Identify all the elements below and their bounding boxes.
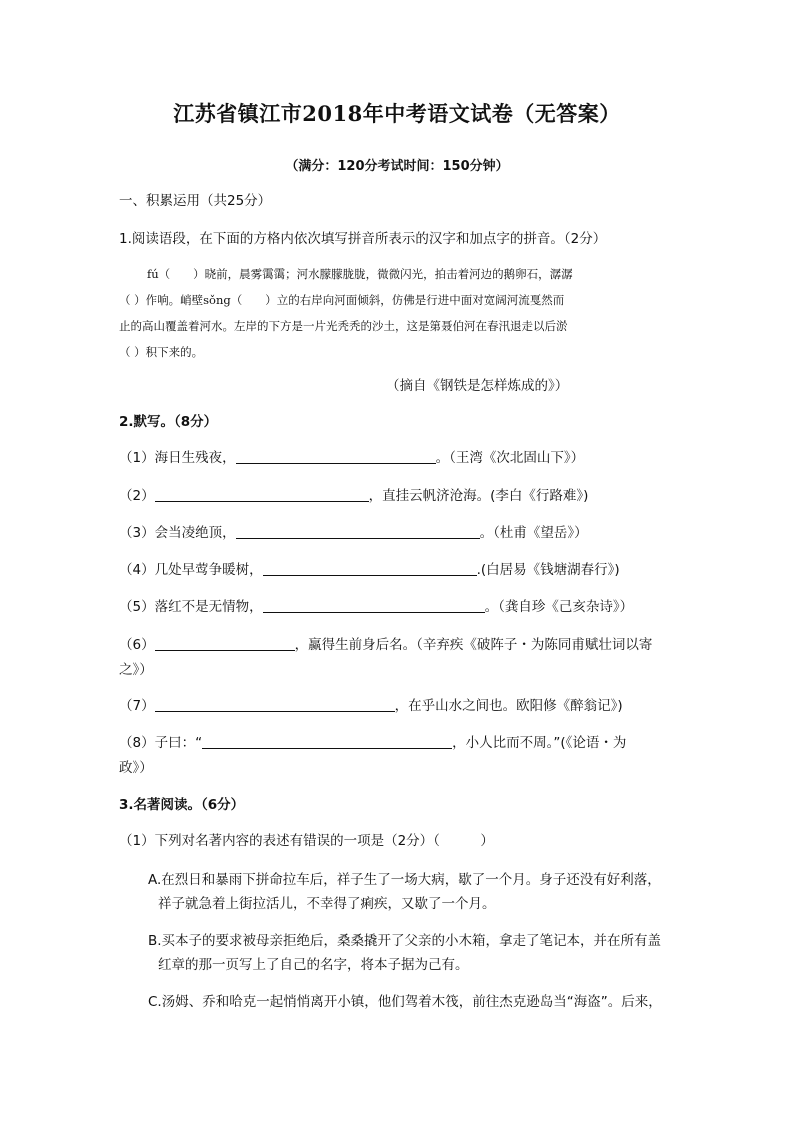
- option-text-cont: 祥子就急着上街拉活儿，不幸得了痢疾，又歇了一个月。: [158, 896, 496, 912]
- option-b[interactable]: [148, 929, 682, 977]
- item-continuation: 政》）: [119, 760, 153, 776]
- passage-line: （ ）积下来的。: [119, 345, 204, 359]
- option-c[interactable]: [148, 990, 682, 1014]
- answer-blank[interactable]: [263, 598, 485, 613]
- item-suffix: 。（龚自珍《己亥杂诗》）: [484, 599, 634, 615]
- question-1-prompt: 1.阅读语段，在下面的方格内依次填写拼音所表示的汉字和加点字的拼音。（2分）: [119, 231, 607, 247]
- item-prefix: （3）会当凌绝顶，: [119, 525, 236, 541]
- answer-blank[interactable]: [236, 449, 436, 464]
- dictation-item-5: [119, 597, 633, 617]
- dictation-item-2: [119, 486, 588, 506]
- item-prefix: （2）: [119, 488, 155, 504]
- item-suffix: ，小人比而不周。”(《论语・为: [452, 735, 627, 751]
- dictation-item-1: [119, 448, 584, 468]
- question-3-sub1: （1）下列对名著内容的表述有错误的一项是（2分）（ ）: [119, 833, 494, 849]
- question-3-heading: 3.名著阅读。（6分）: [119, 797, 245, 813]
- item-prefix: （1）海日生残夜，: [119, 450, 236, 466]
- dictation-item-8: [119, 731, 681, 781]
- answer-blank[interactable]: [155, 487, 369, 502]
- dictation-item-3: [119, 523, 588, 543]
- passage-source: （摘自《钢铁是怎样炼成的》）: [386, 378, 569, 394]
- item-suffix: ，在乎山水之间也。欧阳修《醉翁记》): [394, 698, 623, 714]
- item-suffix: ，赢得生前身后名。（辛弃疾《破阵子・为陈同甫赋壮词以寄: [294, 637, 653, 653]
- answer-blank[interactable]: [263, 561, 477, 576]
- passage-line: 止的高山覆盖着河水。左岸的下方是一片光秃秃的沙土，这是第聂伯河在春汛退走以后淤: [119, 319, 568, 333]
- reading-passage: [119, 261, 675, 365]
- passage-line: （ ）作响。峭壁sǒng（ ）立的右岸向河面倾斜，仿佛是行进中面对宽阔河流戛然而: [119, 293, 565, 307]
- exam-subtitle: （满分：120分考试时间：150分钟）: [285, 159, 509, 174]
- dictation-item-6: [119, 633, 681, 683]
- item-suffix: ，直挂云帆济沧海。(李白《行路难》): [368, 488, 589, 504]
- answer-blank[interactable]: [155, 636, 295, 651]
- option-a[interactable]: [148, 868, 682, 916]
- option-text: A.在烈日和暴雨下拼命拉车后，祥子生了一场大病，歇了一个月。身子还没有好利落，: [148, 872, 661, 888]
- item-suffix: 。（杜甫《望岳》）: [479, 525, 588, 541]
- exam-title: 江苏省镇江市2018年中考语文试卷（无答案）: [173, 101, 621, 126]
- answer-blank[interactable]: [202, 734, 452, 749]
- answer-blank[interactable]: [236, 524, 480, 539]
- item-continuation: 之》）: [119, 662, 153, 678]
- option-text: B.买本子的要求被母亲拒绝后，桑桑撬开了父亲的小木箱，拿走了笔记本，并在所有盖: [148, 933, 662, 949]
- item-suffix: .(白居易《钱塘湖春行》): [476, 562, 620, 578]
- option-text-cont: 红章的那一页写上了自己的名字，将本子据为己有。: [158, 957, 469, 973]
- section-heading: 一、积累运用（共25分）: [119, 193, 272, 209]
- item-prefix: （6）: [119, 637, 155, 653]
- dictation-item-4: [119, 560, 620, 580]
- item-prefix: （4）几处早莺争暖树，: [119, 562, 263, 578]
- item-prefix: （8）子曰：“: [119, 735, 203, 751]
- option-text: C.汤姆、乔和哈克一起悄悄离开小镇，他们驾着木筏，前往杰克逊岛当“海盗”。后来，: [148, 994, 662, 1010]
- answer-blank[interactable]: [155, 697, 395, 712]
- item-prefix: （7）: [119, 698, 155, 714]
- passage-line: fú（ ）晓前，晨雾霭霭；河水朦朦胧胧，微微闪光，拍击着河边的鹅卵石，潺潺: [147, 267, 573, 281]
- question-2-heading: 2.默写。（8分）: [119, 414, 218, 430]
- item-prefix: （5）落红不是无情物，: [119, 599, 263, 615]
- dictation-item-7: [119, 696, 623, 716]
- item-suffix: 。（王湾《次北固山下》）: [435, 450, 585, 466]
